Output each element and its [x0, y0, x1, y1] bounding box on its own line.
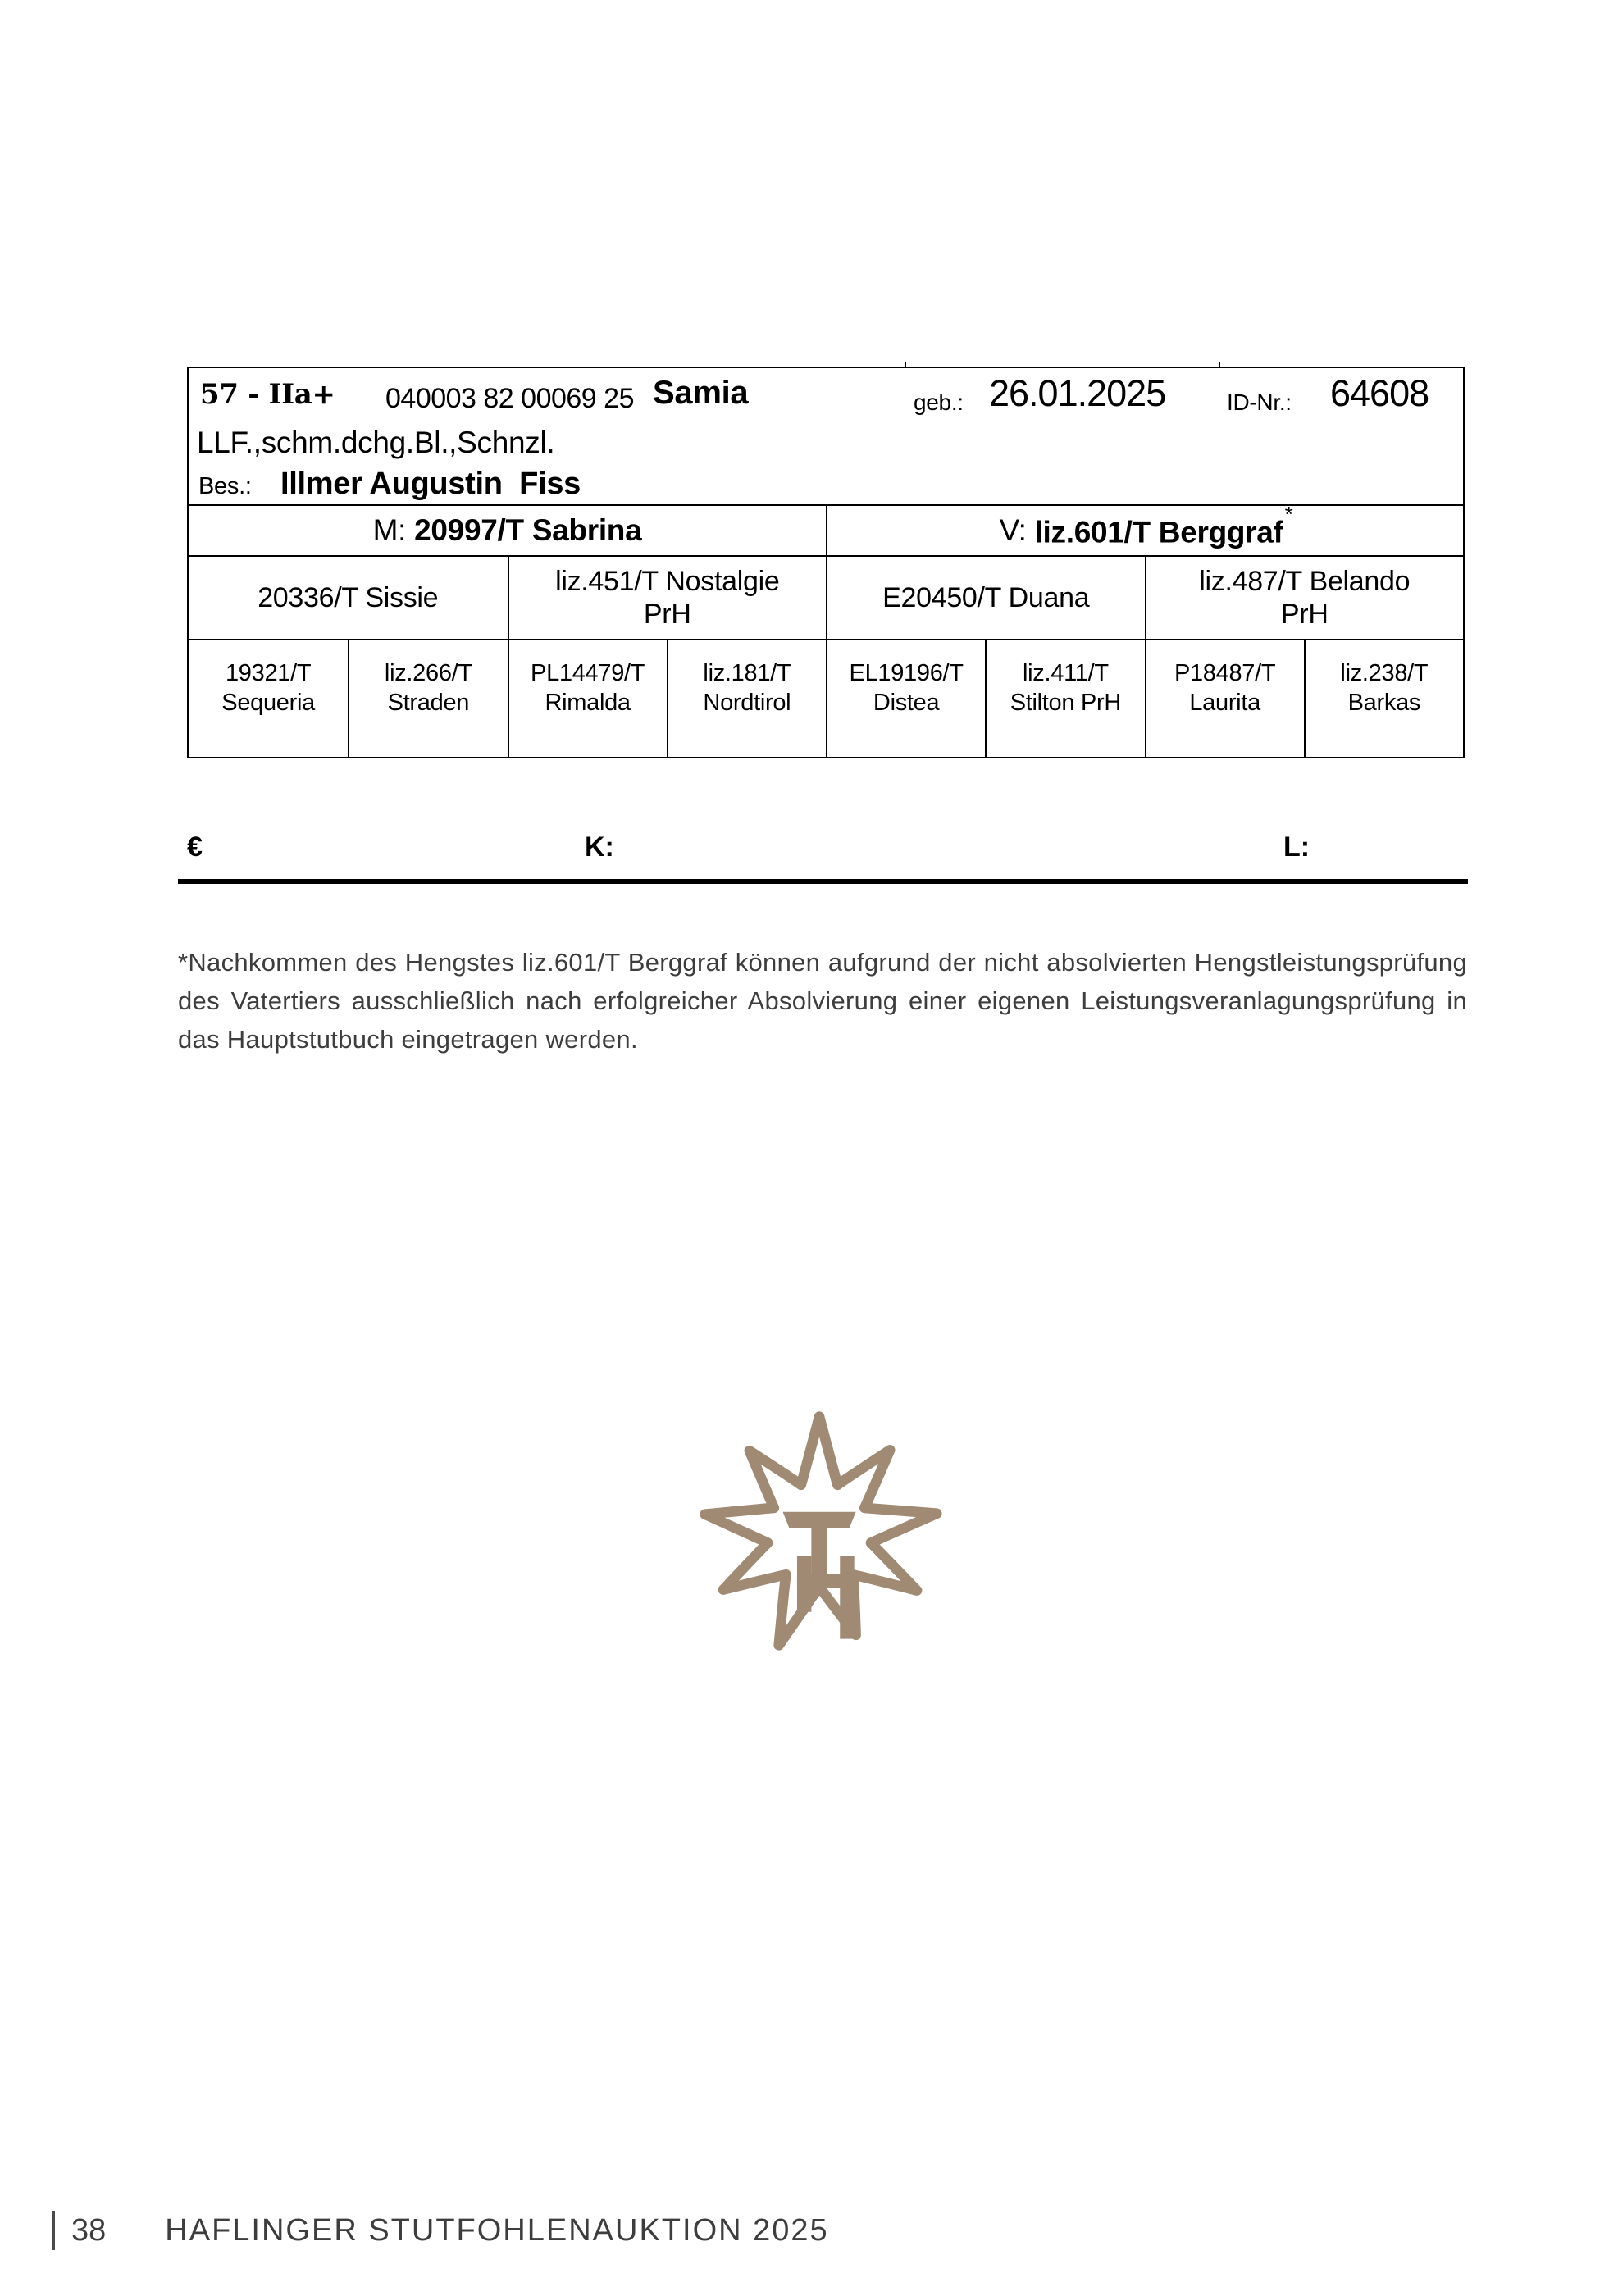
sire-cell: [826, 501, 1463, 555]
great-grandparent-cell: PL14479/T Rimalda: [508, 640, 667, 757]
owner-label: Bes.:: [198, 473, 252, 499]
page-footer: [52, 2211, 829, 2250]
dam-cell: [189, 506, 826, 555]
horse-header-row: [189, 368, 1463, 506]
owner-name: Illmer Augustin Fiss: [280, 467, 581, 501]
page-number: 38: [71, 2212, 107, 2248]
dam-name: 20997/T Sabrina: [414, 513, 642, 547]
k-label: K:: [585, 831, 614, 863]
price-line: [187, 831, 1465, 868]
euro-sign: €: [187, 831, 203, 863]
catalog-title: HAFLINGER STUTFOHLENAUKTION 2025: [165, 2212, 829, 2248]
great-grandparents-row: [189, 640, 1463, 757]
birthdate-label: geb.:: [914, 390, 964, 415]
l-label: L:: [1283, 831, 1310, 863]
footer-divider-bar: [52, 2211, 55, 2250]
great-grandparent-cell: liz.181/T Nordtirol: [667, 640, 826, 757]
dam-label: M:: [372, 513, 407, 547]
id-number-value: 64608: [1330, 372, 1429, 414]
great-grandparent-cell: liz.238/T Barkas: [1304, 640, 1463, 757]
great-grandparent-cell: EL19196/T Distea: [826, 640, 985, 757]
great-grandparent-cell: P18487/T Laurita: [1145, 640, 1304, 757]
sire-name: liz.601/T Berggraf*: [1034, 501, 1293, 549]
horse-description: LLF.,schm.dchg.Bl.,Schnzl.: [197, 426, 555, 459]
sire-label: V:: [999, 513, 1027, 547]
birthdate-value: 26.01.2025: [989, 372, 1166, 414]
grandparent-cell: liz.487/T Belando PrH: [1145, 557, 1464, 639]
parents-row: [189, 501, 1463, 557]
registration-number: 040003 82 00069 25: [385, 383, 634, 414]
lot-number: 57 - IIa+: [200, 378, 335, 411]
pedigree-table: [187, 367, 1465, 758]
great-grandparent-cell: liz.266/T Straden: [348, 640, 507, 757]
column-tick: [905, 362, 906, 368]
great-grandparent-cell: 19321/T Sequeria: [221, 660, 315, 716]
grandparent-cell: liz.451/T Nostalgie PrH: [508, 557, 827, 639]
great-grandparent-cell: liz.411/T Stilton PrH: [985, 640, 1144, 757]
grandparents-row: [189, 557, 1463, 640]
id-number-label: ID-Nr.:: [1227, 390, 1292, 415]
column-tick: [1219, 362, 1220, 368]
horse-name: Samia: [653, 375, 749, 411]
sire-footnote-text: *Nachkommen des Hengstes liz.601/T Berggraf können aufgrund der nicht absolvierten Hengstleistungsprüfung des Vatertiers ausschließlich nach erfolgreicher Absolvierung einer eigenen Leistungsveranlagungsprüfung in das Hauptstutbuch eingetragen werden.: [178, 948, 1467, 1054]
footnote-marker: *: [1284, 501, 1293, 526]
grandparent-cell: 20336/T Sissie: [258, 582, 439, 613]
grandparent-cell: E20450/T Duana: [826, 557, 1145, 639]
horizontal-rule: [178, 879, 1468, 884]
tiroler-haflinger-sun-logo-icon: [697, 1387, 945, 1674]
